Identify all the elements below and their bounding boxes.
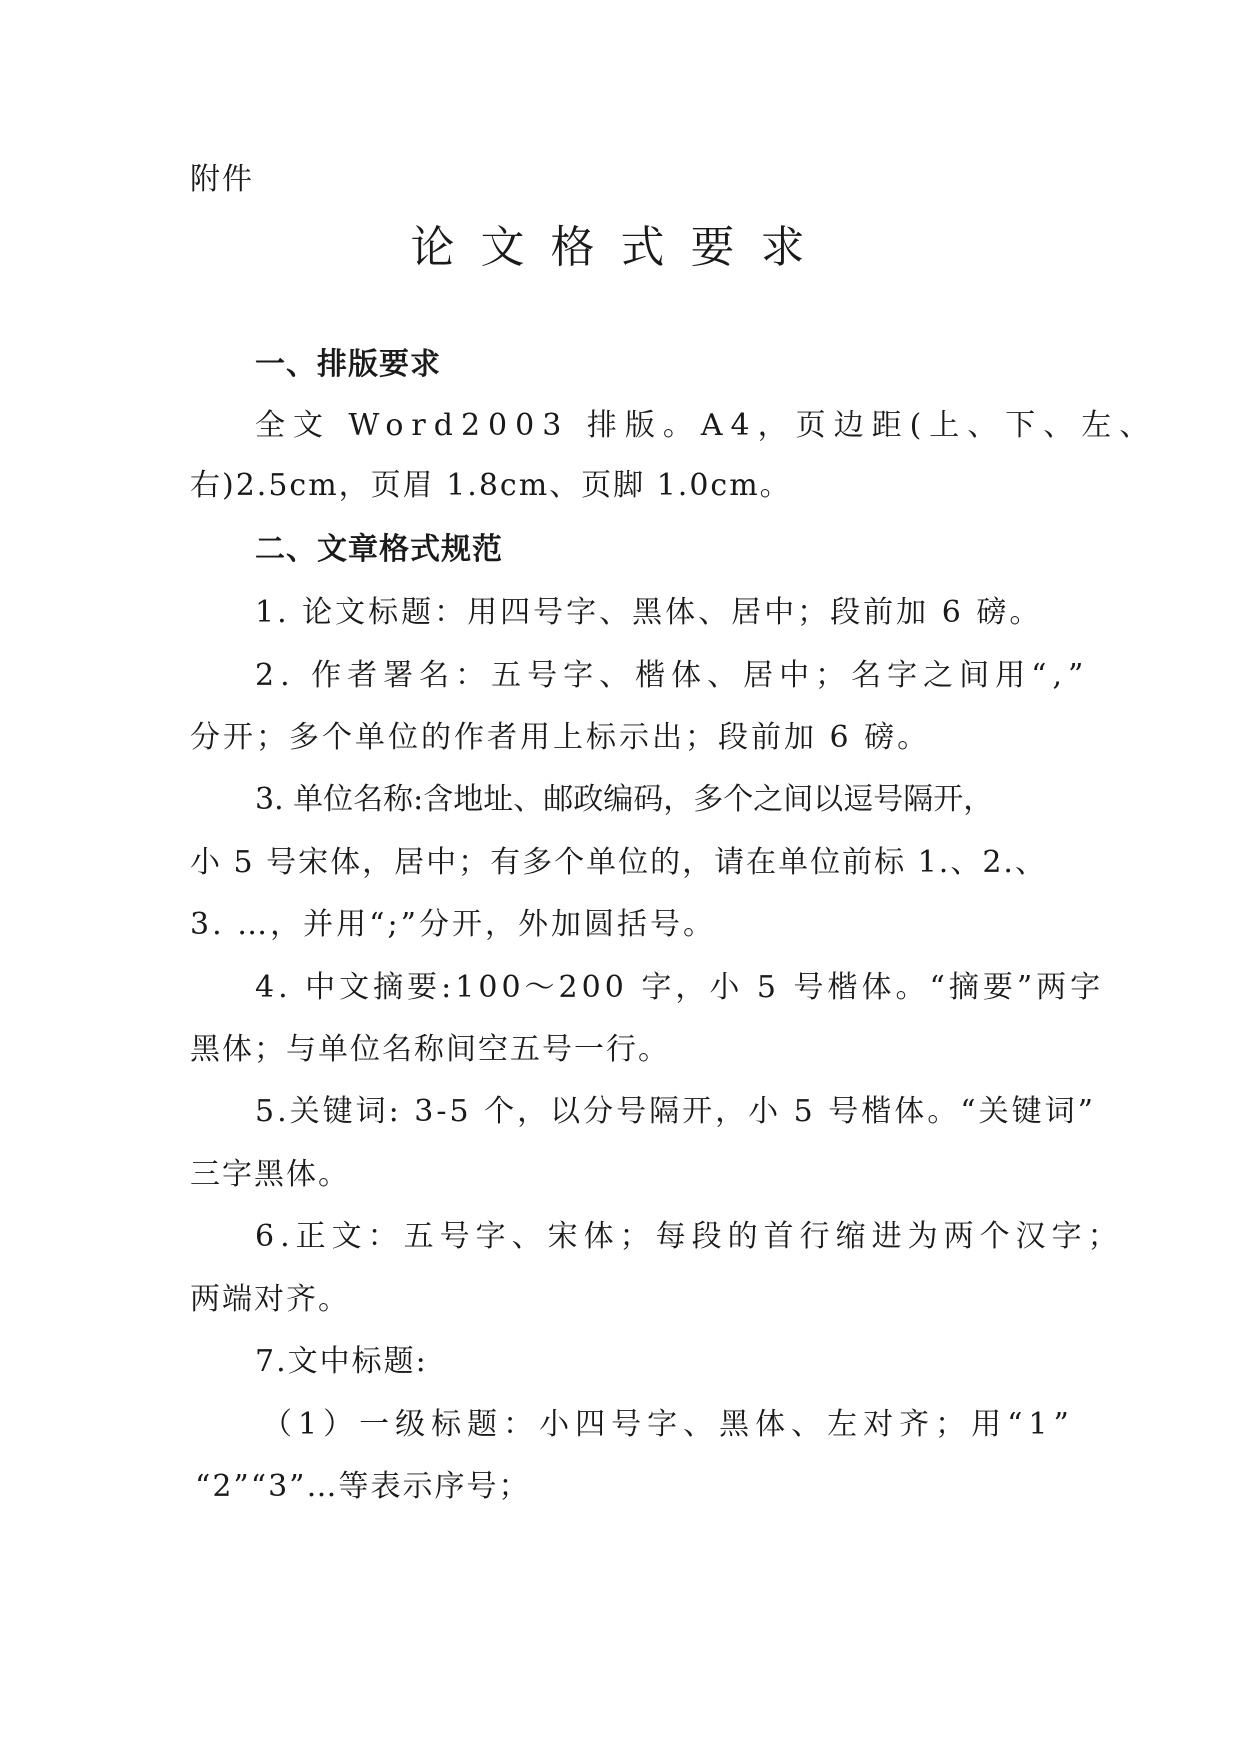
attachment-label: 附件 bbox=[190, 162, 254, 197]
paragraph-line: “2”“3”…等表示序号； bbox=[195, 1469, 531, 1504]
paragraph-line: 6.正文：五号字、宋体；每段的首行缩进为两个汉字； bbox=[255, 1219, 1124, 1254]
paragraph-line: 2. 作者署名：五号字、楷体、居中；名字之间用“,” bbox=[255, 658, 1090, 693]
section-heading-format: 二、文章格式规范 bbox=[255, 532, 503, 567]
paragraph-line: 小 5 号宋体，居中；有多个单位的，请在单位前标 1.、2.、 bbox=[190, 845, 1047, 880]
paragraph-line: 黑体；与单位名称间空五号一行。 bbox=[190, 1032, 670, 1067]
paragraph-line: 3. 单位名称:含地址、邮政编码，多个之间以逗号隔开， bbox=[255, 782, 994, 817]
paragraph-line: 分开；多个单位的作者用上标示出；段前加 6 磅。 bbox=[190, 720, 931, 755]
paragraph-line: 1. 论文标题：用四号字、黑体、居中；段前加 6 磅。 bbox=[255, 595, 1043, 630]
paragraph-line: 三字黑体。 bbox=[190, 1157, 350, 1192]
section-heading-layout: 一、排版要求 bbox=[255, 347, 441, 382]
paragraph-line: （1）一级标题：小四号字、黑体、左对齐；用“1” bbox=[262, 1407, 1075, 1442]
paragraph-line: 4. 中文摘要:100～200 字，小 5 号楷体。“摘要”两字 bbox=[255, 970, 1105, 1005]
paragraph-line: 右)2.5cm，页眉 1.8cm、页脚 1.0cm。 bbox=[190, 468, 792, 503]
paragraph-line: 7.文中标题: bbox=[255, 1344, 428, 1379]
paragraph-line: 全文 Word2003 排版。A4，页边距(上、下、左、 bbox=[255, 408, 1158, 443]
paragraph-line: 3. …，并用“;”分开，外加圆括号。 bbox=[190, 907, 716, 942]
document-title: 论文格式要求 bbox=[410, 222, 831, 273]
paragraph-line: 两端对齐。 bbox=[190, 1282, 350, 1317]
paragraph-line: 5.关键词: 3-5 个，以分号隔开，小 5 号楷体。“关键词” bbox=[255, 1094, 1096, 1129]
